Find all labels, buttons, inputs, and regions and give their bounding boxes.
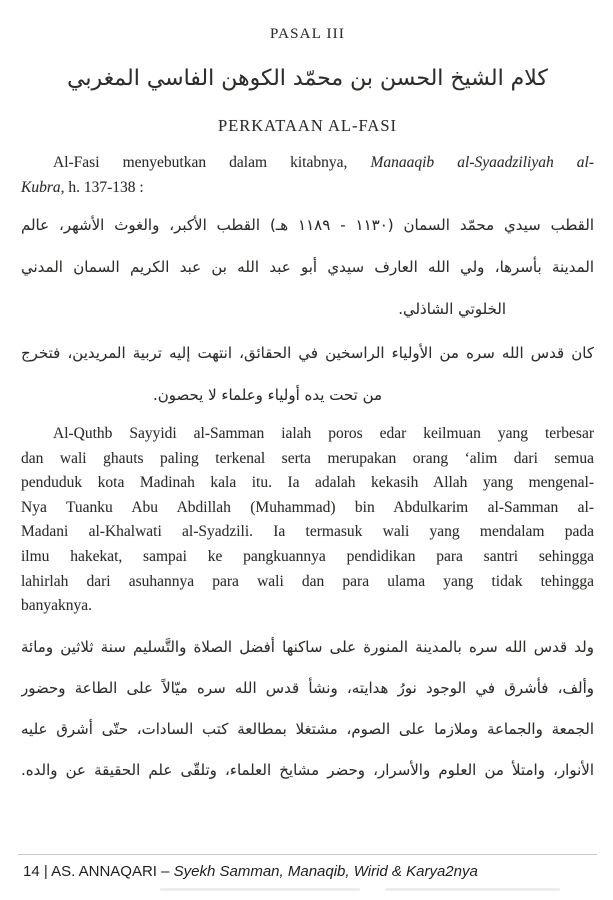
footer-page-label: 14 | AS. ANNAQARI – <box>23 863 174 880</box>
body-line: dan wali ghauts paling terkenal serta merupakan orang ‘alim dari semua <box>21 449 594 467</box>
arabic-line: ولد قدس الله سره بالمدينة المنورة على ساكنها أفضل الصلاة والتَّسليم سنة ثلاثين ومائة <box>21 637 594 656</box>
indonesian-paragraph <box>21 422 594 619</box>
arabic-title: كلام الشيخ الحسن بن محمّد الكوهن الفاسي المغربي <box>67 66 548 91</box>
arabic-line: الخلوتي الشاذلي. <box>398 300 506 318</box>
arabic-paragraph-3 <box>21 627 594 791</box>
arabic-line: من تحت يده أولياء وعلماء لا يحصون. <box>152 386 383 404</box>
body-line: penduduk kota Madinah kala itu. Ia adalah kekasih Allah yang mengenal- <box>21 474 594 492</box>
arabic-line: الجمعة والجماعة وملازما على الصوم، مشتغلا بمطالعة كتب السادات، حتّى أشرق عليه <box>21 719 594 738</box>
body-line: ilmu hakekat, sampai ke pangkuannya pendidikan para santri sehingga <box>21 547 594 565</box>
arabic-line: الأنوار، وامتلأ من العلوم والأسرار، وحضر مشايخ العلماء، وتلقّى علم الحقيقة عن والده. <box>21 760 594 779</box>
scan-artifact <box>385 888 560 891</box>
section-title: PERKATAAN AL-FASI <box>217 116 397 135</box>
body-line: lahirlah dari asuhannya para wali dan para ulama yang tidak tehingga <box>21 572 594 590</box>
arabic-paragraph-2 <box>21 332 594 416</box>
body-line: Nya Tuanku Abu Abdillah (Muhammad) bin Abdulkarim al-Samman al- <box>21 498 594 516</box>
arabic-line: وألف، فأشرق في الوجود نورُ هدايته، ونشأ قدس الله سره ميّالاً على الطاعة وحضور <box>21 678 594 697</box>
chapter-title: PASAL III <box>269 26 346 42</box>
intro-line <box>21 176 594 201</box>
body-line: Madani al-Khalwati al-Syadzili. Ia termasuk wali yang mendalam pada <box>21 523 594 541</box>
body-line: Al-Quthb Sayyidi al-Samman ialah poros edar keilmuan yang terbesar <box>53 425 594 442</box>
footer-book-title: Syekh Samman, Manaqib, Wirid & Karya2nya <box>173 863 478 880</box>
cited-book-title: Kubra <box>21 178 61 196</box>
arabic-line: كان قدس الله سره من الأولياء الراسخين في الحقائق، انتهت إليه تربية المريدين، فتخرج <box>21 344 594 362</box>
footer-divider <box>18 854 597 855</box>
arabic-line: القطب سيدي محمّد السمان ‪(١١٣٠ - ١١٨٩ هـ)‬ القطب الأكبر، والغوث الأشهر، عالم <box>21 216 594 234</box>
body-line: banyaknya. <box>21 597 93 615</box>
cited-book-title: Manaaqib al-Syaadziliyah al- <box>370 154 594 171</box>
arabic-line: المدينة بأسرها، ولي الله العارف سيدي أبو عبد الله بن عبد الكريم السمان المدني <box>21 258 594 276</box>
page-footer <box>23 862 597 882</box>
intro-text: , h. 137-138 : <box>60 178 144 196</box>
page-content <box>21 0 594 791</box>
intro-line <box>21 151 594 176</box>
arabic-paragraph-1 <box>21 204 594 330</box>
intro-text: Al-Fasi menyebutkan dalam kitabnya, <box>53 154 371 171</box>
scan-artifact <box>160 888 360 891</box>
intro-paragraph <box>21 151 594 200</box>
